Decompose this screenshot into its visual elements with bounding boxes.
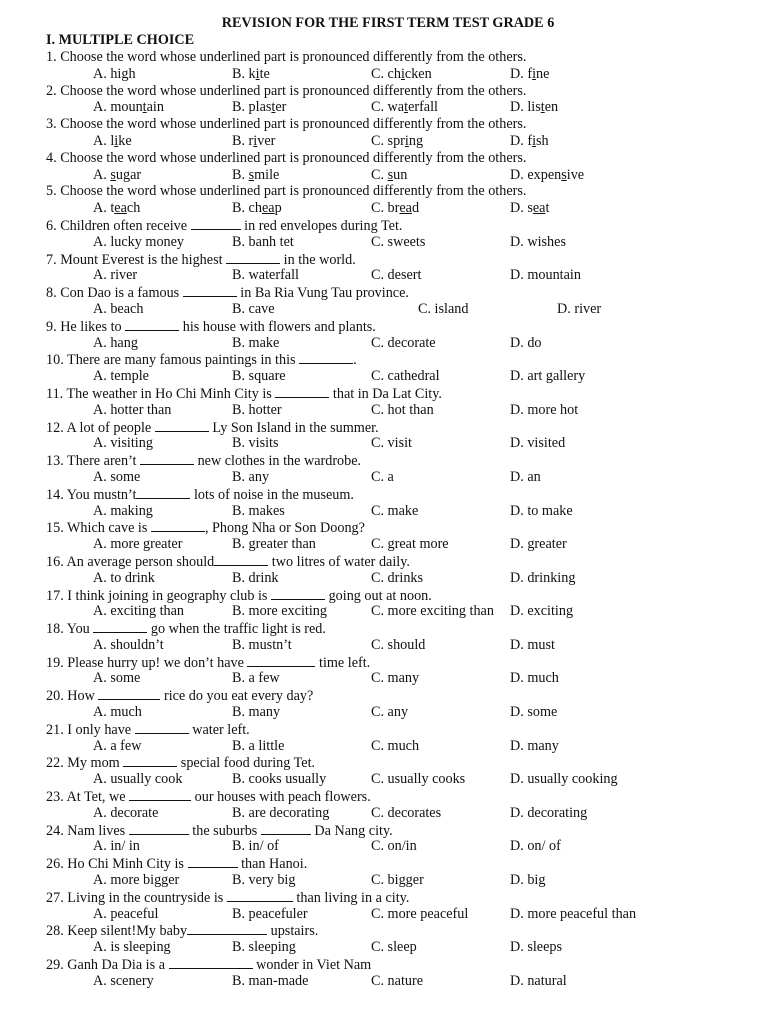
section-heading: I. MULTIPLE CHOICE (46, 32, 195, 48)
answer-option: D. fine (510, 65, 550, 82)
underlined-sound: s (110, 166, 116, 183)
answer-option: C. cathedral (371, 368, 440, 385)
answer-option: C. usually cooks (371, 771, 466, 788)
option-row (0, 939, 768, 956)
answer-option: B. very big (232, 872, 296, 889)
answer-blank (155, 419, 209, 432)
answer-option: B. are decorating (232, 804, 330, 821)
answer-blank (226, 251, 280, 264)
answer-option: C. sun (371, 166, 408, 183)
answer-option: C. great more (371, 536, 449, 553)
option-row (0, 670, 768, 687)
answer-option: C. more peaceful (371, 905, 469, 922)
answer-option: C. bigger (371, 872, 424, 889)
answer-option: B. cheap (232, 200, 282, 217)
answer-blank (129, 788, 191, 801)
question-segment: 21. I only have (46, 721, 135, 738)
answer-option: A. in/ in (93, 838, 140, 855)
answer-option: C. more exciting than (371, 603, 494, 620)
answer-option: B. any (232, 468, 270, 485)
answer-option: C. nature (371, 972, 424, 989)
option-row (0, 267, 768, 284)
answer-option: A. temple (93, 368, 149, 385)
question-segment: 6. Children often receive (46, 217, 191, 234)
answer-option: A. more greater (93, 536, 183, 553)
answer-option: D. an (510, 468, 541, 485)
option-row (0, 771, 768, 788)
underlined-sound: s (561, 166, 567, 183)
answer-option: B. hotter (232, 401, 282, 418)
option-row (0, 66, 768, 83)
answer-option: A. visiting (93, 435, 153, 452)
answer-option: D. to make (510, 502, 573, 519)
question-text (0, 822, 768, 839)
underlined-sound: i (532, 65, 537, 82)
answer-option: B. banh tet (232, 233, 294, 250)
answer-option: D. seat (510, 200, 550, 217)
option-row (0, 368, 768, 385)
answer-option: B. smile (232, 166, 280, 183)
answer-option: D. on/ of (510, 838, 561, 855)
answer-option: B. visits (232, 435, 279, 452)
answer-option: A. much (93, 704, 142, 721)
question-segment: 18. You (46, 621, 94, 638)
question-text (0, 620, 768, 637)
answer-option: D. expensive (510, 166, 585, 183)
answer-blank (227, 889, 293, 902)
option-row (0, 805, 768, 822)
answer-option: B. man-made (232, 972, 309, 989)
question-text (0, 217, 768, 234)
question-segment: his house with flowers and plants. (179, 318, 376, 335)
answer-option: A. high (93, 65, 136, 82)
question-segment: 9. He likes to (46, 318, 126, 335)
question-segment: 12. A lot of people (46, 419, 155, 436)
option-row (0, 234, 768, 251)
answer-option: D. usually cooking (510, 771, 618, 788)
question-segment: 16. An average person should (46, 553, 215, 570)
question-segment: 1. Choose the word whose underlined part is pronounced differently from the others. (46, 49, 527, 65)
answer-option: A. some (93, 468, 141, 485)
question-text (0, 587, 768, 604)
question-segment: Da Nang city. (310, 822, 393, 839)
option-row (0, 402, 768, 419)
question-segment: time left. (315, 654, 371, 671)
question-text (0, 251, 768, 268)
option-row (0, 872, 768, 889)
answer-option: C. spring (371, 132, 424, 149)
question-segment: water left. (188, 721, 250, 738)
answer-option: A. shouldn’t (93, 636, 164, 653)
answer-option: C. any (371, 704, 409, 721)
question-text (0, 49, 768, 66)
underlined-sound: t (271, 99, 276, 116)
question-segment: than living in a city. (292, 889, 410, 906)
answer-option: B. cooks usually (232, 771, 327, 788)
answer-option: A. lucky money (93, 233, 185, 250)
question-segment: 23. At Tet, we (46, 789, 130, 806)
answer-option: C. many (371, 670, 420, 687)
answer-blank (93, 620, 147, 633)
question-text (0, 788, 768, 805)
answer-option: B. kite (232, 65, 270, 82)
question-segment: 17. I think joining in geography club is (46, 587, 272, 604)
answer-option: B. peacefuler (232, 905, 308, 922)
question-segment: 5. Choose the word whose underlined part is pronounced differently from the others. (46, 183, 527, 200)
option-row (0, 838, 768, 855)
answer-option: A. scenery (93, 972, 154, 989)
question-segment: 24. Nam lives (46, 822, 129, 839)
underlined-sound: i (532, 132, 537, 149)
question-text (0, 116, 768, 133)
answer-blank (123, 754, 177, 767)
option-row (0, 99, 768, 116)
underlined-sound: t (540, 99, 545, 116)
option-row (0, 906, 768, 923)
answer-option: B. a few (232, 670, 280, 687)
underlined-sound: s (387, 166, 394, 183)
question-text (0, 183, 768, 200)
answer-blank (191, 217, 241, 230)
answer-option: C. sweets (371, 233, 426, 250)
underlined-sound: i (404, 132, 409, 149)
answer-option: C. drinks (371, 569, 424, 586)
question-text (0, 452, 768, 469)
answer-option: D. wishes (510, 233, 566, 250)
underlined-sound: i (400, 65, 405, 82)
question-text (0, 284, 768, 301)
question-segment: in the world. (280, 251, 356, 268)
answer-option: A. like (93, 132, 132, 149)
answer-option: C. visit (371, 435, 412, 452)
answer-option: C. much (371, 737, 420, 754)
question-segment: wonder in Viet Nam (252, 957, 372, 974)
answer-blank (129, 822, 189, 835)
answer-option: D. big (510, 872, 546, 889)
option-row (0, 200, 768, 217)
answer-option: B. greater than (232, 536, 316, 553)
answer-option: B. mustn’t (232, 636, 292, 653)
answer-blank (136, 486, 190, 499)
question-segment: 2. Choose the word whose underlined part is pronounced differently from the others. (46, 82, 527, 99)
answer-option: D. more hot (510, 401, 579, 418)
answer-option: C. decorate (371, 334, 436, 351)
answer-blank (140, 452, 194, 465)
option-row (0, 503, 768, 520)
answer-option: C. desert (371, 267, 422, 284)
answer-blank (98, 687, 160, 700)
question-segment: new clothes in the wardrobe. (194, 453, 362, 470)
underlined-sound: ea (261, 200, 275, 217)
question-segment: 26. Ho Chi Minh City is (46, 856, 188, 873)
option-row (0, 435, 768, 452)
answer-option: A. some (93, 670, 141, 687)
question-text (0, 922, 768, 939)
answer-option: A. beach (93, 300, 144, 317)
answer-blank (214, 553, 268, 566)
question-text (0, 721, 768, 738)
answer-option: A. hang (93, 334, 138, 351)
question-segment: 27. Living in the countryside is (46, 889, 227, 906)
underlined-sound: ea (399, 200, 412, 217)
question-text (0, 486, 768, 503)
answer-option: A. making (93, 502, 153, 519)
underlined-sound: s (248, 166, 255, 183)
option-row (0, 133, 768, 150)
answer-blank (135, 721, 189, 734)
answer-option: C. sleep (371, 939, 417, 956)
option-row (0, 301, 768, 318)
answer-option: A. exciting than (93, 603, 185, 620)
answer-option: B. more exciting (232, 603, 327, 620)
question-segment: 7. Mount Everest is the highest (46, 251, 227, 268)
answer-option: A. more bigger (93, 872, 180, 889)
question-segment: 20. How (46, 688, 99, 705)
underlined-sound: i (253, 132, 258, 149)
answer-blank (271, 587, 325, 600)
question-text (0, 687, 768, 704)
underlined-sound: g (121, 65, 129, 82)
question-segment: 15. Which cave is (46, 520, 151, 537)
answer-option: C. chicken (371, 65, 432, 82)
answer-option: C. hot than (371, 401, 434, 418)
answer-option: A. river (93, 267, 138, 284)
answer-option: D. art gallery (510, 368, 586, 385)
answer-option: D. greater (510, 536, 567, 553)
question-segment: the suburbs (188, 822, 261, 839)
answer-option: D. listen (510, 99, 559, 116)
question-segment: than Hanoi. (237, 856, 308, 873)
option-row (0, 973, 768, 990)
underlined-sound: i (255, 65, 260, 82)
answer-option: D. do (510, 334, 542, 351)
question-segment: . (353, 352, 357, 369)
question-segment: Ly Son Island in the summer. (208, 419, 379, 436)
answer-option: A. usually cook (93, 771, 183, 788)
answer-option: B. a little (232, 737, 285, 754)
answer-option: D. drinking (510, 569, 576, 586)
answer-option: D. more peaceful than (510, 905, 637, 922)
question-text (0, 956, 768, 973)
underlined-sound: i (114, 132, 119, 149)
answer-option: C. make (371, 502, 419, 519)
option-row (0, 167, 768, 184)
answer-blank (169, 956, 253, 969)
option-row (0, 738, 768, 755)
answer-blank (247, 654, 315, 667)
answer-option: D. visited (510, 435, 566, 452)
question-segment: 11. The weather in Ho Chi Minh City is (46, 385, 276, 402)
question-segment: two litres of water daily. (268, 553, 410, 570)
answer-option: C. should (371, 636, 426, 653)
question-segment: in red envelopes during Tet. (240, 217, 403, 234)
answer-option: B. many (232, 704, 281, 721)
question-segment: 3. Choose the word whose underlined part is pronounced differently from the others. (46, 116, 527, 133)
answer-option: D. much (510, 670, 559, 687)
question-segment: 19. Please hurry up! we don’t have (46, 654, 248, 671)
question-text (0, 553, 768, 570)
answer-option: A. decorate (93, 804, 159, 821)
option-row (0, 536, 768, 553)
answer-option: D. many (510, 737, 559, 754)
answer-option: C. waterfall (371, 99, 438, 116)
answer-option: C. bread (371, 200, 420, 217)
question-segment: go when the traffic light is red. (147, 621, 326, 638)
underlined-sound: t (404, 99, 409, 116)
question-text (0, 385, 768, 402)
question-text (0, 855, 768, 872)
question-segment: 10. There are many famous paintings in this (46, 352, 300, 369)
answer-option: C. on/in (371, 838, 417, 855)
answer-blank (299, 351, 353, 364)
question-segment: in Ba Ria Vung Tau province. (236, 285, 409, 302)
underlined-sound: ea (114, 200, 127, 217)
answer-option: D. sleeps (510, 939, 563, 956)
answer-option: A. teach (93, 200, 141, 217)
question-segment: that in Da Lat City. (329, 385, 442, 402)
question-segment: 4. Choose the word whose underlined part is pronounced differently from the others. (46, 149, 527, 166)
option-row (0, 603, 768, 620)
answer-option: A. hotter than (93, 401, 172, 418)
answer-option: C. decorates (371, 804, 442, 821)
answer-option: D. exciting (510, 603, 574, 620)
answer-option: D. river (557, 300, 602, 317)
answer-option: B. sleeping (232, 939, 296, 956)
answer-option: B. cave (232, 300, 275, 317)
option-row (0, 637, 768, 654)
answer-blank (261, 822, 311, 835)
answer-option: C. island (418, 300, 469, 317)
question-segment: 8. Con Dao is a famous (46, 285, 183, 302)
answer-option: D. natural (510, 972, 567, 989)
answer-option: A. a few (93, 737, 142, 754)
worksheet-title: REVISION FOR THE FIRST TERM TEST GRADE 6 (221, 15, 555, 31)
question-segment: 29. Ganh Da Dia is a (46, 957, 169, 974)
question-text (0, 351, 768, 368)
option-row (0, 704, 768, 721)
underlined-sound: ea (532, 200, 546, 217)
answer-option: D. fish (510, 132, 549, 149)
question-text (0, 889, 768, 906)
answer-blank (188, 855, 238, 868)
answer-option: B. make (232, 334, 280, 351)
question-text (0, 318, 768, 335)
question-segment: 28. Keep silent!My baby (46, 923, 188, 940)
answer-option: B. drink (232, 569, 279, 586)
answer-option: A. is sleeping (93, 939, 171, 956)
answer-option: B. waterfall (232, 267, 299, 284)
underlined-sound: t (142, 99, 147, 116)
question-text (0, 150, 768, 167)
question-segment: , Phong Nha or Son Doong? (204, 520, 365, 537)
question-list (0, 49, 768, 990)
answer-option: B. makes (232, 502, 285, 519)
question-text (0, 419, 768, 436)
question-segment: our houses with peach flowers. (191, 789, 371, 806)
question-segment: 22. My mom (46, 755, 124, 772)
question-text (0, 654, 768, 671)
answer-option: D. decorating (510, 804, 588, 821)
answer-blank (151, 519, 205, 532)
answer-option: B. in/ of (232, 838, 279, 855)
answer-option: B. square (232, 368, 286, 385)
question-segment: rice do you eat every day? (160, 688, 314, 705)
question-text (0, 83, 768, 100)
question-segment: upstairs. (267, 923, 319, 940)
answer-option: B. plaster (232, 99, 287, 116)
option-row (0, 335, 768, 352)
question-segment: 13. There aren’t (46, 453, 141, 470)
answer-option: A. peaceful (93, 905, 159, 922)
question-text (0, 519, 768, 536)
answer-option: C. a (371, 468, 394, 485)
answer-option: D. mountain (510, 267, 581, 284)
question-segment: lots of noise in the museum. (190, 486, 354, 503)
worksheet-page (0, 15, 768, 990)
question-segment: going out at noon. (325, 587, 432, 604)
answer-option: A. sugar (93, 166, 142, 183)
answer-blank (275, 385, 329, 398)
option-row (0, 469, 768, 486)
answer-option: D. some (510, 704, 558, 721)
question-text (0, 754, 768, 771)
answer-blank (183, 284, 237, 297)
answer-option: D. must (510, 636, 555, 653)
answer-blank (125, 318, 179, 331)
question-segment: special food during Tet. (177, 755, 316, 772)
option-row (0, 570, 768, 587)
answer-option: A. mountain (93, 99, 164, 116)
answer-option: A. to drink (93, 569, 155, 586)
answer-option: B. river (232, 132, 276, 149)
question-segment: 14. You mustn’t (46, 486, 137, 503)
answer-blank (187, 922, 267, 935)
